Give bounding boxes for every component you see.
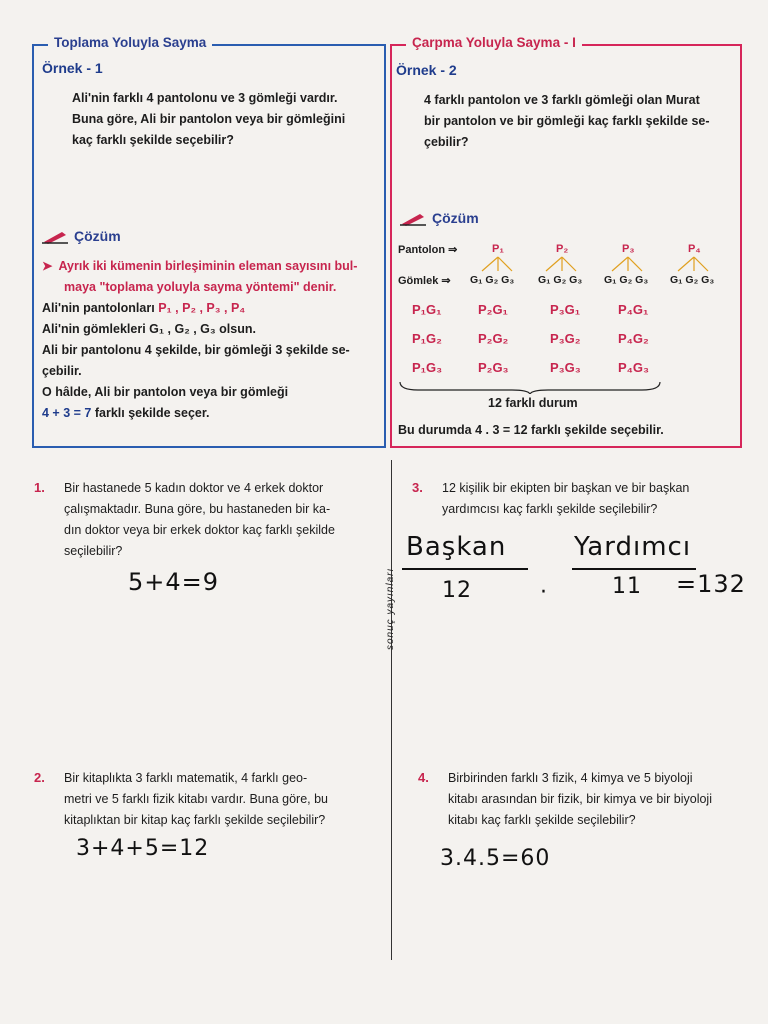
- example-2-question: [424, 90, 734, 153]
- right-conclusion: Bu durumda 4 . 3 = 12 farklı şekilde seçebilir.: [398, 423, 664, 437]
- question-line: bir pantolon ve bir gömleği kaç farklı şekilde se-: [424, 114, 710, 128]
- question-1-answer: 5+4=9: [128, 568, 220, 596]
- tree-branches: [468, 255, 738, 275]
- solution-line-b: çebilir.: [42, 364, 82, 378]
- pair-cell: P₂G₃: [478, 360, 509, 375]
- pantolon-values: P₁ , P₂ , P₃ , P₄: [158, 301, 246, 315]
- question-2-answer: 3+4+5=12: [76, 836, 210, 861]
- answer-label-baskan: Başkan: [406, 532, 507, 562]
- result-text: farklı şekilde seçer.: [94, 406, 210, 420]
- intro-text-2c: denir.: [299, 280, 337, 294]
- question-line: Birbirinden farklı 3 fizik, 4 kimya ve 5 biyoloji: [448, 771, 693, 785]
- tree-p4: P₄: [688, 243, 701, 255]
- intro-text-1: Ayrık iki kümenin birleşiminin eleman sayısını bul-: [58, 259, 358, 273]
- answer-value-11: 11: [612, 574, 642, 599]
- pair-cell: P₃G₁: [550, 302, 581, 317]
- column-divider: [391, 460, 392, 960]
- solution-line-a: Ali bir pantolonu 4 şekilde, bir gömleği 3 şekilde se-: [42, 343, 350, 357]
- pantolon-row-label: Pantolon ⇒: [398, 244, 458, 256]
- question-3-number: 3.: [412, 480, 423, 495]
- pair-cell: P₂G₁: [478, 302, 508, 317]
- left-solution-heading: [42, 228, 121, 244]
- pair-cell: P₃G₃: [550, 360, 581, 375]
- tree-g-group-4: G₁ G₂ G₃: [670, 274, 715, 286]
- pair-cell: P₄G₁: [618, 302, 649, 317]
- gomlek-suffix: olsun.: [219, 322, 256, 336]
- answer-result: =132: [676, 570, 746, 598]
- question-line: dın doktor veya bir erkek doktor kaç farklı şekilde: [64, 523, 335, 537]
- question-line: yardımcısı kaç farklı şekilde seçilebilir?: [442, 502, 658, 516]
- gomlek-label: Ali'nin gömlekleri: [42, 322, 146, 336]
- solution-label: Çözüm: [74, 228, 121, 244]
- total-cases: 12 farklı durum: [488, 396, 578, 410]
- pantolon-label: Ali'nin pantolonları: [42, 301, 155, 315]
- question-line: kitaplıktan bir kitap kaç farklı şekilde seçilebilir?: [64, 813, 326, 827]
- tree-g-group-3: G₁ G₂ G₃: [604, 274, 649, 286]
- left-solution-body: [42, 256, 378, 424]
- tree-p1: P₁: [492, 243, 504, 255]
- pair-cell: P₂G₂: [478, 331, 509, 346]
- question-line: kitabı kaç farklı şekilde seçilebilir?: [448, 813, 636, 827]
- question-line: çalışmaktadır. Buna göre, bu hastaneden bir ka-: [64, 502, 331, 516]
- pencil-icon: [42, 228, 68, 244]
- pencil-icon: [400, 210, 426, 226]
- pair-cell: P₄G₃: [618, 360, 649, 375]
- question-line: 4 farklı pantolon ve 3 farklı gömleği olan Murat: [424, 93, 700, 107]
- example-2-label: Örnek - 2: [396, 62, 457, 78]
- question-2-text: [64, 768, 374, 831]
- pair-cell: P₁G₃: [412, 360, 443, 375]
- example-1-label: Örnek - 1: [42, 60, 103, 76]
- brace-line: [398, 380, 662, 394]
- gomlek-row-label: Gömlek ⇒: [398, 275, 451, 287]
- question-4-text: [448, 768, 758, 831]
- pair-cell: P₄G₂: [618, 331, 649, 346]
- result-line: [42, 403, 378, 424]
- question-1-number: 1.: [34, 480, 45, 495]
- pantolon-line: [42, 298, 378, 319]
- answer-value-12: 12: [442, 578, 472, 603]
- question-line: Ali'nin farklı 4 pantolonu ve 3 gömleği vardır.: [72, 91, 338, 105]
- solution-intro-line-2: [42, 277, 378, 298]
- result-equation: 4 + 3 = 7: [42, 406, 92, 420]
- question-line: Buna göre, Ali bir pantolon veya bir gömleğini: [72, 112, 346, 126]
- question-line: kaç farklı şekilde seçebilir?: [72, 133, 234, 147]
- pair-cell: P₁G₁: [412, 302, 442, 317]
- question-line: 12 kişilik bir ekipten bir başkan ve bir başkan: [442, 481, 690, 495]
- tree-g-group-1: G₁ G₂ G₃: [470, 274, 515, 286]
- publisher-side-text: sonuç yayınları: [385, 567, 396, 650]
- right-box-title: Çarpma Yoluyla Sayma - I: [406, 35, 582, 50]
- intro-text-2b: "toplama yoluyla sayma yöntemi": [99, 280, 300, 294]
- question-line: metri ve 5 farklı fizik kitabı vardır. Buna göre, bu: [64, 792, 329, 806]
- gomlek-line: [42, 319, 378, 340]
- solution-line-c: O hâlde, Ali bir pantolon veya bir gömleği: [42, 385, 289, 399]
- right-solution-heading: [400, 210, 479, 226]
- answer-underline: [402, 568, 528, 570]
- tree-p2: P₂: [556, 243, 569, 255]
- question-line: Bir hastanede 5 kadın doktor ve 4 erkek doktor: [64, 481, 324, 495]
- answer-dot: ·: [540, 580, 548, 605]
- question-1-text: [64, 478, 374, 562]
- example-1-question: [72, 88, 378, 151]
- question-line: kitabı arasından bir fizik, bir kimya ve bir biyoloji: [448, 792, 712, 806]
- arrow-icon: ➤: [42, 259, 53, 273]
- question-line: seçilebilir?: [64, 544, 123, 558]
- pair-cell: P₃G₂: [550, 331, 581, 346]
- answer-label-yardimci: Yardımcı: [574, 532, 692, 562]
- pair-cell: P₁G₂: [412, 331, 442, 346]
- intro-text-2a: maya: [64, 280, 100, 294]
- solution-label: Çözüm: [432, 210, 479, 226]
- question-line: çebilir?: [424, 135, 469, 149]
- question-line: Bir kitaplıkta 3 farklı matematik, 4 farklı geo-: [64, 771, 308, 785]
- question-2-number: 2.: [34, 770, 45, 785]
- tree-p3: P₃: [622, 243, 635, 255]
- left-box-title: Toplama Yoluyla Sayma: [48, 35, 212, 50]
- question-4-answer: 3.4.5=60: [440, 846, 551, 871]
- question-4-number: 4.: [418, 770, 429, 785]
- tree-g-group-2: G₁ G₂ G₃: [538, 274, 583, 286]
- solution-intro-line-1: [42, 256, 378, 277]
- question-3-text: [442, 478, 742, 520]
- gomlek-values: G₁ , G₂ , G₃: [149, 322, 216, 336]
